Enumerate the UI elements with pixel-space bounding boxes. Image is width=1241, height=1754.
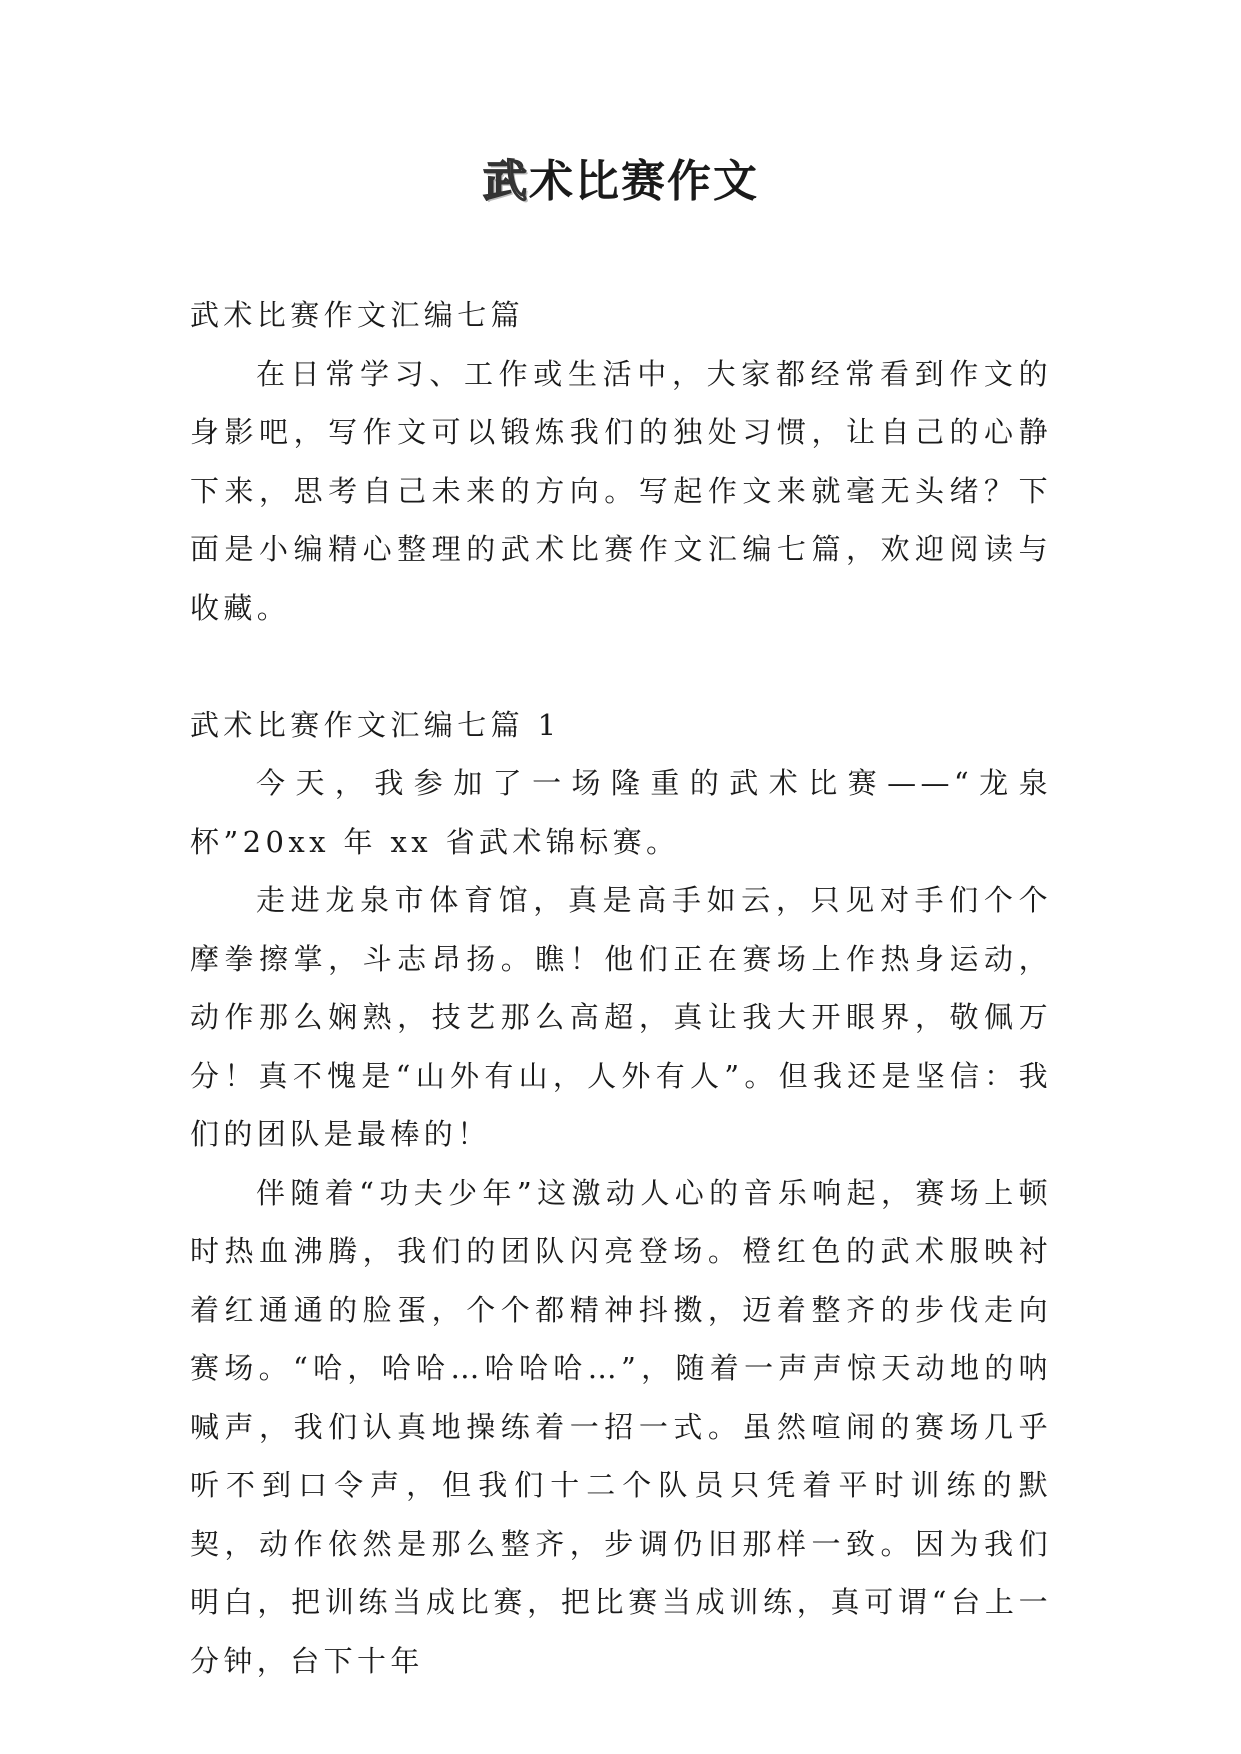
body-paragraph-3: 伴随着“功夫少年”这激动人心的音乐响起，赛场上顿时热血沸腾，我们的团队闪亮登场。橙红色的武术服映衬着红通通的脸蛋，个个都精神抖擞，迈着整齐的步伐走向赛场。“哈，哈哈…哈哈哈…”，随着一声声惊天动地的呐喊声，我们认真地操练着一招一式。虽然喧闹的赛场几乎听不到口令声，但我们十二个队员只凭着平时训练的默契，动作依然是那么整齐，步调仍旧那样一致。因为我们明白，把训练当成比赛，把比赛当成训练，真可谓“台上一分钟，台下十年 [190, 1175, 1052, 1678]
document-title [190, 152, 1052, 212]
section-heading: 武术比赛作文汇编七篇 1 [190, 707, 561, 742]
section-gap [190, 637, 1052, 696]
title-outlined-char: 武 [483, 156, 529, 207]
intro-paragraph: 在日常学习、工作或生活中，大家都经常看到作文的身影吧，写作文可以锻炼我们的独处习惯，让自己的心静下来，思考自己未来的方向。写起作文来就毫无头绪？下面是小编精心整理的武术比赛作文汇编七篇，欢迎阅读与收藏。 [190, 356, 1052, 625]
document-body [190, 286, 1052, 1690]
body-paragraph-2: 走进龙泉市体育馆，真是高手如云，只见对手们个个摩拳擦掌，斗志昂扬。瞧！他们正在赛场上作热身运动，动作那么娴熟，技艺那么高超，真让我大开眼界，敬佩万分！真不愧是“山外有山，人外有人”。但我还是坚信：我们的团队是最棒的！ [190, 883, 1052, 1151]
title-rest: 术比赛作文 [529, 156, 759, 207]
subtitle-line: 武术比赛作文汇编七篇 [190, 298, 525, 332]
body-paragraph-1: 今天，我参加了一场隆重的武术比赛——“龙泉杯”20xx 年 xx 省武术锦标赛。 [190, 766, 1052, 859]
